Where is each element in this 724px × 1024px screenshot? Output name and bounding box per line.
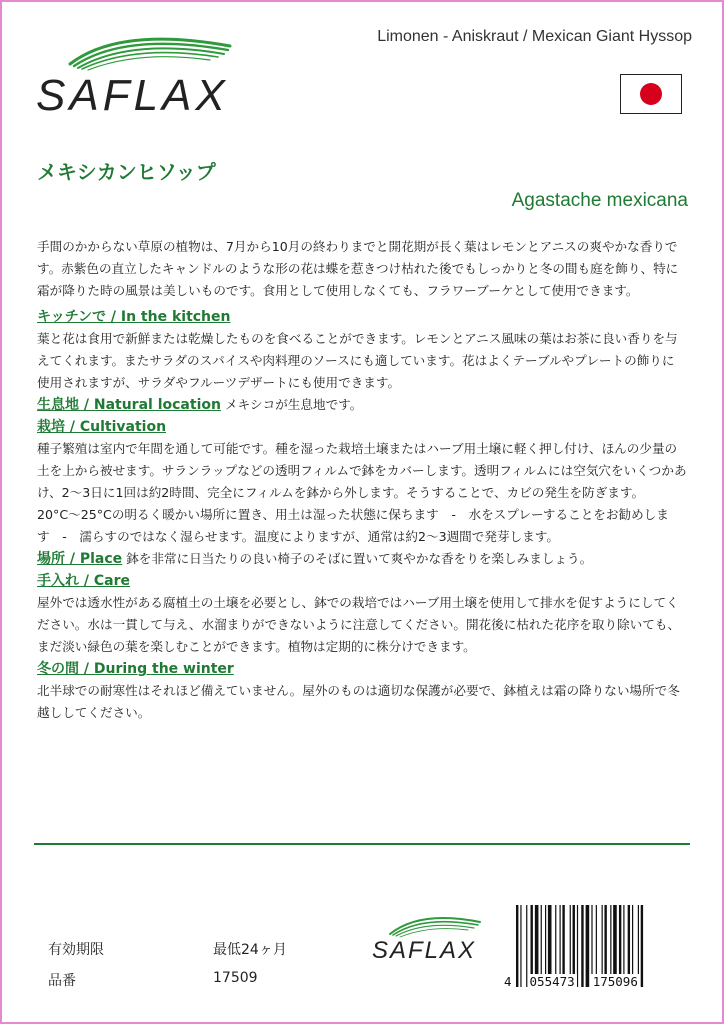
- leaf-swoosh-icon: [70, 39, 230, 70]
- japan-flag-icon: [620, 74, 682, 114]
- section-text: 屋外では透水性がある腐植土の土壌を必要とし、鉢での栽培ではハーブ用土壌を使用して排水を促すようにしてください。水は一貫して与え、水溜まりができないように注意してください。開花後に枯れた花序を取り除いても、まだ淡い緑色の葉を楽しむことができます。植物は定期的に株分けできます。: [37, 595, 681, 654]
- section-1: [37, 394, 687, 416]
- section-heading: 冬の間 / During the winter: [37, 661, 234, 677]
- expiry-label: 有効期限: [48, 942, 104, 958]
- section-text: 種子繁殖は室内で年間を通して可能です。種を湿った栽培土壌またはハーブ用土壌に軽く押し付け、ほんの少量の土を上から被せます。サランラップなどの透明フィルムで鉢をカバーします。透明フィルムには空気穴をいくつかあけ、2～3日に1回は約2時間、完全にフィルムを鉢から外します。そうすることで、カビの発生を防ぎます。20°C〜25°Cの明るく暖かい場所に置き、用土は湿った状態に保ちます - 水をスプレーすることをお勧めします - 濡らすのではなく湿らせます。温度によりますが、通常は約2〜3週間で発芽します。: [37, 441, 687, 544]
- section-heading: 栽培 / Cultivation: [37, 419, 167, 435]
- section-text: 葉と花は食用で新鮮または乾燥したものを食べることができます。レモンとアニス風味の葉はお茶に良い香りを与えてくれます。またサラダのスパイスや肉料理のソースにも適しています。花はよくテーブルやプレートの飾りに使用されますが、サラダやフルーツデザートにも使用できます。: [37, 331, 678, 390]
- footer-divider: [34, 843, 690, 845]
- saflax-logo: [30, 24, 240, 124]
- section-3: [37, 548, 687, 570]
- section-heading: キッチンで / In the kitchen: [37, 309, 231, 325]
- barcode-first-digit: 4: [504, 974, 512, 989]
- section-4: [37, 570, 687, 658]
- barcode-right-group: 175096: [592, 974, 638, 989]
- section-2: [37, 416, 687, 548]
- section-text: 北半球での耐寒性はそれほど備えていません。屋外のものは適切な保護が必要で、鉢植えは霜の降りない場所で冬越ししてください。: [37, 683, 680, 720]
- section-text: メキシコが生息地です。: [224, 397, 363, 412]
- intro-paragraph: 手間のかからない草原の植物は、7月から10月の終わりまでと開花期が長く葉はレモンとアニスの爽やかな香りです。赤紫色の直立したキャンドルのような形の花は蝶を惹きつけ枯れた後でもしっかりと冬の間も庭を飾り、特に霜が降りた時の風景は美しいものです。食用として使用しなくても、フラワーブーケとして使用できます。: [37, 239, 679, 298]
- section-5: [37, 658, 687, 724]
- brand-wordmark: SAFLAX: [36, 71, 229, 120]
- expiry-value: 最低24ヶ月: [213, 942, 287, 958]
- barcode-left-group: 055473: [529, 974, 575, 989]
- japanese-plant-name: メキシカンヒソップ: [37, 160, 216, 184]
- barcode-number: [502, 974, 692, 989]
- saflax-logo-footer: [368, 908, 488, 968]
- product-title: Limonen - Aniskraut / Mexican Giant Hyssop: [377, 28, 692, 45]
- care-instructions: [37, 236, 687, 724]
- section-0: [37, 306, 687, 394]
- item-number-label: 品番: [48, 973, 76, 989]
- brand-wordmark: SAFLAX: [372, 937, 477, 964]
- section-text: 鉢を非常に日当たりの良い椅子のそばに置いて爽やかな香をりを楽しみましょう。: [126, 551, 593, 566]
- item-number-value: 17509: [213, 970, 258, 986]
- flag-sun: [640, 83, 662, 105]
- leaf-swoosh-icon: [390, 918, 480, 937]
- section-heading: 手入れ / Care: [37, 573, 130, 589]
- section-heading: 場所 / Place: [37, 551, 123, 567]
- latin-plant-name: Agastache mexicana: [511, 190, 688, 211]
- sections-list: [37, 306, 687, 724]
- section-heading: 生息地 / Natural location: [37, 397, 221, 413]
